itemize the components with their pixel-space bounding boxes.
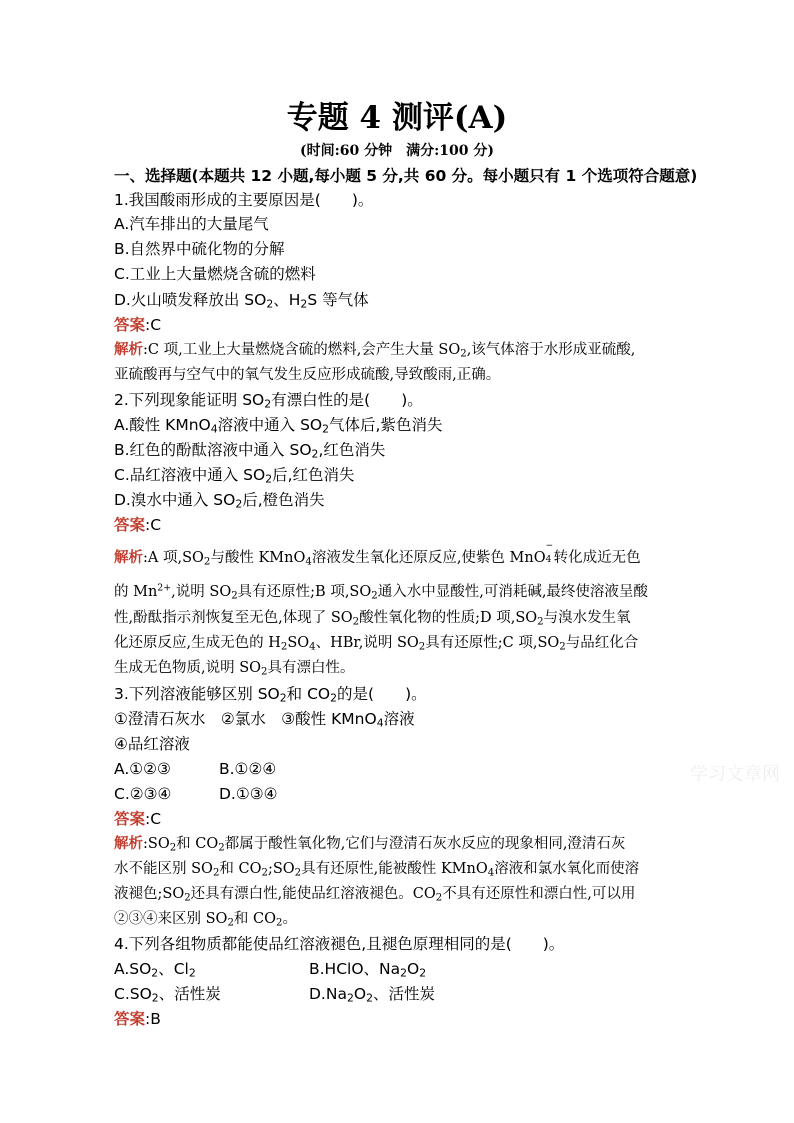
- question-3-items-line2: ④品红溶液: [114, 735, 190, 753]
- question-3-option-b: B.①②④: [219, 760, 277, 778]
- question-4-answer: 答案:B: [114, 1010, 161, 1028]
- question-1-option-c: C.工业上大量燃烧含硫的燃料: [114, 265, 316, 283]
- question-4-option-d: $D.Na_2O_2$、活性炭: [309, 985, 435, 1005]
- question-3-option-d: D.①③④: [219, 785, 278, 803]
- question-1-option-a: A.汽车排出的大量尾气: [114, 215, 269, 233]
- question-2-option-c: C.品红溶液中通入 $SO_2$后,红色消失: [114, 466, 355, 486]
- question-1-option-b: B.自然界中硫化物的分解: [114, 240, 285, 258]
- question-4-stem: 4.下列各组物质都能使品红溶液褪色,且褪色原理相同的是( )。: [114, 935, 565, 953]
- analysis-label: 解析: [114, 341, 143, 358]
- question-1-stem: 1.我国酸雨形成的主要原因是( )。: [114, 191, 374, 209]
- question-2-analysis: 解析:A 项$,SO_2$与酸性 KMnO$_4$溶液发生氧化还原反应,使紫色 MnO − 4 转化成近无色: [114, 540, 641, 568]
- question-3-option-c: C.②③④: [114, 785, 172, 803]
- section-heading: 一、选择题(本题共 12 小题,每小题 5 分,共 60 分。每小题只有 1 个选项符合题意): [114, 167, 698, 185]
- question-2-analysis-line2: 的 $Mn^{2+}$,说明 $SO_2$具有还原性;B 项$,SO_2$通入水中显酸性,可消耗碱,最终使溶液呈酸: [114, 582, 648, 602]
- question-2-option-a: A.酸性 KMnO$_4$溶液中通入 $SO_2$气体后,紫色消失: [114, 416, 443, 436]
- question-4-option-c: $C.SO_2$、活性炭: [114, 985, 221, 1005]
- answer-label: 答案: [114, 810, 146, 828]
- page-subtitle: (时间:60 分钟 满分:100 分): [299, 143, 495, 159]
- question-2-option-d: D.溴水中通入 $SO_2$后,橙色消失: [114, 491, 325, 511]
- question-4-option-b: B.HClO、$Na_2O_2$: [309, 960, 427, 980]
- analysis-label: 解析: [114, 549, 143, 566]
- question-2-analysis-line5: 生成无色物质,说明 $SO_2$具有漂白性。: [114, 660, 355, 678]
- question-4-option-a: $A.SO_2$、$Cl_2$: [114, 960, 196, 980]
- question-1-answer: 答案:C: [114, 316, 162, 334]
- answer-label: 答案: [114, 316, 146, 334]
- answer-label: 答案: [114, 1010, 146, 1028]
- question-3-answer: 答案:C: [114, 810, 162, 828]
- question-2-analysis-line3: 性,酚酞指示剂恢复至无色,体现了 $SO_2$酸性氧化物的性质;D 项$,SO_2$与溴水发生氧: [114, 610, 631, 628]
- question-3-analysis: 解析$:SO_2$和 $CO_2$都属于酸性氧化物,它们与澄清石灰水反应的现象相同,澄清石灰: [114, 835, 626, 854]
- question-1-analysis-line2: 亚硫酸再与空气中的氧气发生反应形成硫酸,导致酸雨,正确。: [114, 367, 501, 383]
- question-2-answer: 答案:C: [114, 516, 162, 534]
- question-3-items: ①澄清石灰水 ②氯水 ③酸性 KMnO$_4$溶液: [114, 710, 415, 730]
- question-3-option-a: A.①②③: [114, 760, 171, 778]
- question-3-analysis-line3: 液褪色$;SO_2$还具有漂白性,能使品红溶液褪色。$CO_2$不具有还原性和漂白性,可以用: [114, 886, 636, 904]
- analysis-label: 解析: [114, 835, 143, 852]
- watermark: 学习文章网: [690, 764, 780, 785]
- question-3-analysis-line4: ②③④来区别 $SO_2$和 $CO_2$。: [114, 911, 297, 929]
- answer-label: 答案: [114, 516, 146, 534]
- question-2-option-b: B.红色的酚酞溶液中通入 $SO_2$,红色消失: [114, 441, 386, 461]
- question-2-analysis-line4: 化还原反应,生成无色的 $H_2SO_4$、HBr,说明 $SO_2$具有还原性;C 项$,SO_2$与品红化合: [114, 635, 639, 653]
- question-3-analysis-line2: 水不能区别 $SO_2$和 $CO_2;SO_2$具有还原性,能被酸性 KMnO$_4$溶液和氯水氧化而使溶: [114, 861, 640, 879]
- question-3-stem: 3.下列溶液能够区别 $SO_2$和 $CO_2$的是( )。: [114, 685, 427, 705]
- question-1-option-d: D.火山喷发释放出 $SO_2$、$H_2S$ 等气体: [114, 291, 369, 311]
- question-2-stem: 2.下列现象能证明 $SO_2$有漂白性的是( )。: [114, 391, 423, 411]
- question-1-analysis: 解析:C 项,工业上大量燃烧含硫的燃料,会产生大量 $SO_2$,该气体溶于水形成亚硫酸,: [114, 341, 636, 360]
- page-title: 专题 4 测评(A): [286, 100, 508, 136]
